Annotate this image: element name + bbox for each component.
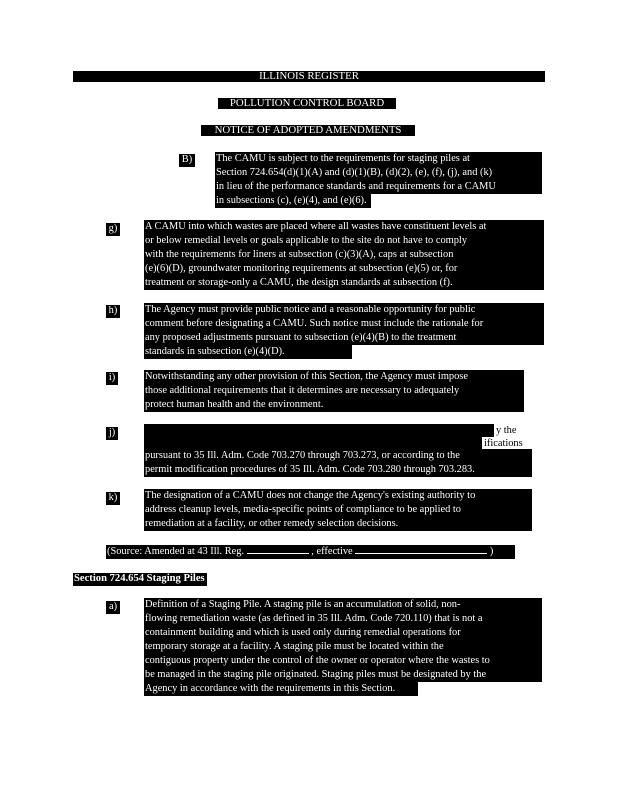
para-g-label: g) [106, 223, 120, 236]
para-a-line: Definition of a Staging Pile. A staging pile is an accumulation of solid, non- [144, 598, 542, 612]
para-g-line: A CAMU into which wastes are placed where all wastes have constituent levels at [144, 220, 544, 234]
section-heading: Section 724.654 Staging Piles [74, 573, 205, 584]
para-i-line: protect human health and the environment. [144, 398, 524, 412]
para-i-line: those additional requirements that it determines are necessary to adequately [144, 384, 524, 398]
para-b-line: The CAMU is subject to the requirements for staging piles at [215, 152, 542, 166]
para-a-label: a) [106, 601, 120, 614]
para-g-line: (e)(6)(D), groundwater monitoring requirements at subsection (e)(5) or, for [144, 262, 544, 276]
para-a-line: flowing remediation waste (as defined in 35 Ill. Adm. Code 720.110) that is not a [144, 612, 542, 626]
para-b-line: in subsections (c), (e)(4), and (e)(6). [215, 194, 371, 208]
para-i-line: Notwithstanding any other provision of this Section, the Agency must impose [144, 370, 524, 384]
para-k-line: The designation of a CAMU does not change the Agency's existing authority to [144, 489, 532, 503]
notice-title: NOTICE OF ADOPTED AMENDMENTS [201, 125, 415, 136]
para-g-line: treatment or storage-only a CAMU, the design standards at subsection (f). [144, 276, 544, 290]
para-k-line: address cleanup levels, media-specific points of compliance to be applied to [144, 503, 532, 517]
para-j-label: j) [106, 427, 118, 440]
para-a-line: contiguous property under the control of the owner or operator where the wastes to [144, 654, 542, 668]
source-reg-blank [247, 553, 309, 554]
para-h-line: any proposed adjustments pursuant to subsection (e)(4)(B) to the treatment [144, 331, 544, 345]
register-title-text: ILLINOIS REGISTER [259, 70, 359, 82]
para-j-line: permit modification procedures of 35 Ill. Adm. Code 703.280 through 703.283. [144, 463, 532, 477]
para-h-line: comment before designating a CAMU. Such notice must include the rationale for [144, 317, 544, 331]
para-j-line: pursuant to 35 Ill. Adm. Code 703.270 through 703.273, or according to the [144, 449, 532, 463]
para-a-line: Agency in accordance with the requirements in this Section. [144, 682, 418, 696]
source-prefix: (Source: Amended at 43 Ill. Reg. [107, 546, 245, 557]
para-a-line: be managed in the staging pile originated. Staging piles must be designated by the [144, 668, 542, 682]
para-g-line: or below remedial levels or goals applicable to the site do not have to comply [144, 234, 544, 248]
board-title: POLLUTION CONTROL BOARD [218, 98, 396, 109]
para-k-line: remediation at a facility, or other remedy selection decisions. [144, 517, 532, 531]
para-h-line: The Agency must provide public notice and a reasonable opportunity for public [144, 303, 544, 317]
para-g-line: with the requirements for liners at subsection (c)(3)(A), caps at subsection [144, 248, 544, 262]
source-effective: , effective [311, 546, 353, 557]
source-suffix: ) [489, 546, 494, 557]
para-b-label: B) [179, 154, 195, 167]
para-a-line: temporary storage at a facility. A staging pile must be located within the [144, 640, 542, 654]
para-h-line: standards in subsection (e)(4)(D). [144, 345, 352, 359]
para-b-line: Section 724.654(d)(1)(A) and (d)(1)(B), (d)(2), (e), (f), (j), and (k) [215, 166, 542, 180]
para-j-fragment-a: y the [494, 424, 534, 437]
para-k-label: k) [106, 492, 120, 505]
source-note [106, 545, 515, 559]
para-i-label: i) [106, 372, 118, 385]
para-h-label: h) [106, 305, 120, 318]
source-effective-blank [355, 553, 487, 554]
para-a-line: containment building and which is used only during remedial operations for [144, 626, 542, 640]
register-title [73, 71, 545, 82]
para-j-fragment-b: ifications [482, 437, 534, 450]
para-b-line: in lieu of the performance standards and requirements for a CAMU [215, 180, 542, 194]
